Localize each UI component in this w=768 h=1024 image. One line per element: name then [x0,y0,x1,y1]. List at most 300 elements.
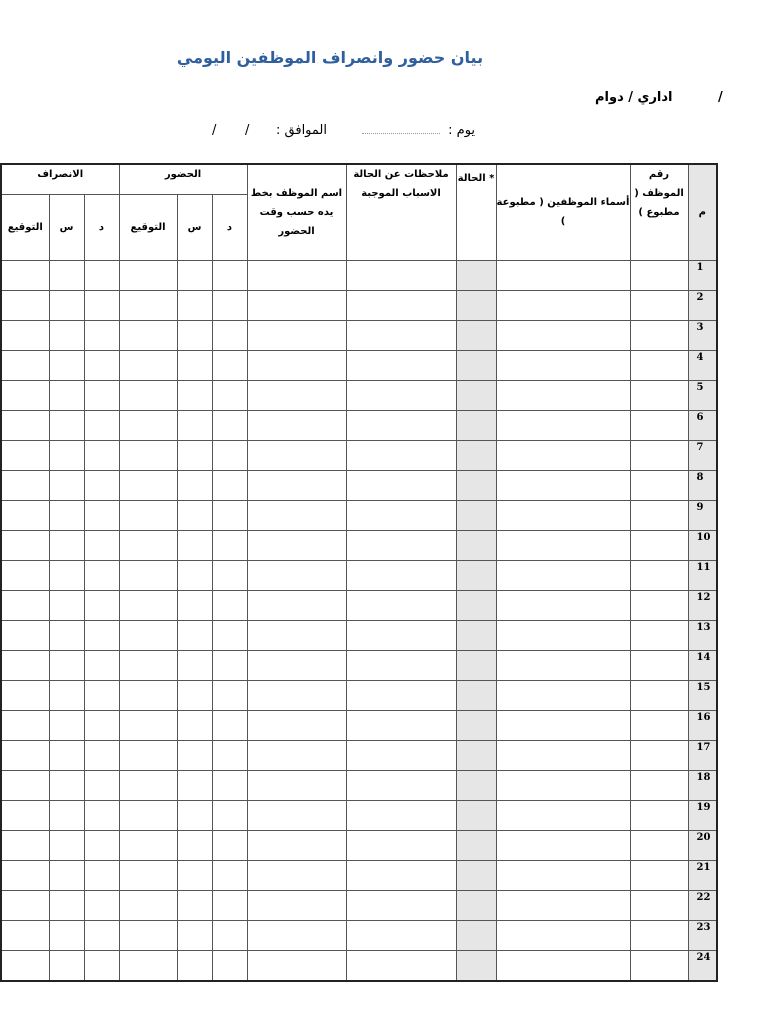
status-cell[interactable] [456,350,496,380]
day-field [358,123,475,138]
notes-cell[interactable] [346,500,456,530]
attendance-minute-cell[interactable] [212,740,247,770]
row-number-cell: 5 [688,380,717,410]
departure-minute-cell[interactable] [84,440,119,470]
attendance-hour-cell[interactable] [177,440,212,470]
status-cell[interactable] [456,620,496,650]
handwritten-name-cell[interactable] [247,680,346,710]
departure-hour-cell[interactable] [49,290,84,320]
employee-id-cell[interactable] [630,440,688,470]
departure-hour-cell[interactable] [49,860,84,890]
departure-minute-cell[interactable] [84,380,119,410]
departure-hour-cell[interactable] [49,770,84,800]
employee-id-cell[interactable] [630,920,688,950]
departure-hour-cell[interactable] [49,710,84,740]
departure-minute-cell[interactable] [84,710,119,740]
departure-signature-cell[interactable] [1,350,49,380]
attendance-hour-cell[interactable] [177,380,212,410]
status-cell[interactable] [456,530,496,560]
status-cell[interactable] [456,290,496,320]
status-cell[interactable] [456,710,496,740]
employee-id-cell[interactable] [630,860,688,890]
attendance-hour-cell[interactable] [177,530,212,560]
status-cell[interactable] [456,590,496,620]
attendance-signature-cell[interactable] [119,920,177,950]
departure-signature-cell[interactable] [1,770,49,800]
departure-signature-cell[interactable] [1,860,49,890]
departure-signature-cell[interactable] [1,650,49,680]
departure-signature-cell[interactable] [1,950,49,981]
employee-id-cell[interactable] [630,890,688,920]
attendance-signature-cell[interactable] [119,710,177,740]
day-dotted-line [362,123,440,134]
attendance-hour-cell[interactable] [177,560,212,590]
departure-signature-cell[interactable] [1,680,49,710]
departure-minute-cell[interactable] [84,890,119,920]
attendance-minute-cell[interactable] [212,500,247,530]
departure-minute-cell[interactable] [84,590,119,620]
departure-minute-cell[interactable] [84,950,119,981]
dept-label: اداري / دوام [595,90,673,105]
handwritten-name-cell[interactable] [247,650,346,680]
employee-id-cell[interactable] [630,320,688,350]
employee-id-cell[interactable] [630,350,688,380]
employee-name-cell[interactable] [496,650,630,680]
employee-name-cell[interactable] [496,440,630,470]
attendance-hour-cell[interactable] [177,680,212,710]
departure-minute-cell[interactable] [84,560,119,590]
attendance-signature-cell[interactable] [119,830,177,860]
departure-minute-cell[interactable] [84,350,119,380]
employee-id-cell[interactable] [630,650,688,680]
employee-name-cell[interactable] [496,830,630,860]
attendance-minute-cell[interactable] [212,590,247,620]
row-number-cell: 12 [688,590,717,620]
employee-name-cell[interactable] [496,320,630,350]
notes-cell[interactable] [346,740,456,770]
employee-id-cell[interactable] [630,800,688,830]
attendance-hour-cell[interactable] [177,770,212,800]
row-number-cell: 13 [688,620,717,650]
attendance-signature-cell[interactable] [119,530,177,560]
attendance-hour-cell[interactable] [177,320,212,350]
departure-minute-cell[interactable] [84,320,119,350]
notes-cell[interactable] [346,350,456,380]
handwritten-name-cell[interactable] [247,470,346,500]
employee-id-cell[interactable] [630,590,688,620]
attendance-signature-cell[interactable] [119,440,177,470]
attendance-minute-cell[interactable] [212,800,247,830]
departure-signature-cell[interactable] [1,920,49,950]
departure-minute-cell[interactable] [84,800,119,830]
handwritten-name-cell[interactable] [247,890,346,920]
employee-id-cell[interactable] [630,380,688,410]
attendance-signature-cell[interactable] [119,650,177,680]
departure-hour-cell[interactable] [49,680,84,710]
employee-name-cell[interactable] [496,740,630,770]
attendance-signature-cell[interactable] [119,560,177,590]
departure-hour-cell[interactable] [49,590,84,620]
employee-id-header: رقم الموظف ( مطبوع ) [630,164,688,260]
attendance-minute-cell[interactable] [212,860,247,890]
departure-hour-cell[interactable] [49,800,84,830]
employee-name-cell[interactable] [496,710,630,740]
attendance-minute-cell[interactable] [212,440,247,470]
status-cell[interactable] [456,680,496,710]
row-number-cell: 2 [688,290,717,320]
attendance-signature-cell[interactable] [119,800,177,830]
row-number-cell: 18 [688,770,717,800]
notes-cell[interactable] [346,440,456,470]
notes-cell[interactable] [346,470,456,500]
status-cell[interactable] [456,260,496,290]
departure-signature-cell[interactable] [1,740,49,770]
table-row [1,380,717,410]
attendance-minute-cell[interactable] [212,530,247,560]
attendance-signature-cell[interactable] [119,590,177,620]
handwritten-name-cell[interactable] [247,920,346,950]
departure-signature-cell[interactable] [1,530,49,560]
dept-slash: / [718,90,723,105]
notes-cell[interactable] [346,770,456,800]
row-number-cell: 11 [688,560,717,590]
table-row [1,860,717,890]
row-number-cell: 14 [688,650,717,680]
departure-hour-cell[interactable] [49,650,84,680]
attendance-signature-cell[interactable] [119,290,177,320]
departure-hour-cell[interactable] [49,560,84,590]
departure-hour-cell[interactable] [49,500,84,530]
attendance-minute-cell[interactable] [212,470,247,500]
handwritten-name-cell[interactable] [247,320,346,350]
departure-minute-cell[interactable] [84,770,119,800]
notes-cell[interactable] [346,260,456,290]
employee-id-cell[interactable] [630,260,688,290]
table-row [1,950,717,981]
handwritten-name-cell[interactable] [247,500,346,530]
notes-cell[interactable] [346,590,456,620]
attendance-minute-cell[interactable] [212,920,247,950]
attendance-signature-cell[interactable] [119,740,177,770]
row-number-cell: 1 [688,260,717,290]
attendance-signature-cell[interactable] [119,860,177,890]
attendance-signature-cell[interactable] [119,260,177,290]
departure-hour-cell[interactable] [49,260,84,290]
attendance-minute-cell[interactable] [212,710,247,740]
departure-hour-cell[interactable] [49,470,84,500]
departure-hour-cell[interactable] [49,410,84,440]
attendance-minute-cell[interactable] [212,890,247,920]
date-separator-1: / [245,123,250,138]
attendance-minute-cell[interactable] [212,680,247,710]
attendance-signature-cell[interactable] [119,890,177,920]
status-cell[interactable] [456,800,496,830]
notes-cell[interactable] [346,830,456,860]
handwritten-name-cell[interactable] [247,800,346,830]
employee-name-cell[interactable] [496,620,630,650]
status-header: الحالة * [456,164,496,260]
employee-id-cell[interactable] [630,740,688,770]
departure-hour-cell[interactable] [49,530,84,560]
employee-name-cell[interactable] [496,560,630,590]
table-row [1,890,717,920]
attendance-signature-cell[interactable] [119,620,177,650]
departure-minute-cell[interactable] [84,500,119,530]
attendance-hour-cell[interactable] [177,290,212,320]
departure-signature-cell[interactable] [1,470,49,500]
departure-signature-cell[interactable] [1,560,49,590]
row-number-cell: 6 [688,410,717,440]
status-cell[interactable] [456,500,496,530]
attendance-signature-cell[interactable] [119,410,177,440]
handwritten-name-cell[interactable] [247,530,346,560]
attendance-hour-cell[interactable] [177,830,212,860]
status-cell[interactable] [456,380,496,410]
attendance-minute-cell[interactable] [212,320,247,350]
status-cell[interactable] [456,830,496,860]
attendance-hour-cell[interactable] [177,350,212,380]
status-cell[interactable] [456,410,496,440]
handwritten-name-cell[interactable] [247,260,346,290]
handwritten-name-cell[interactable] [247,590,346,620]
employee-name-cell[interactable] [496,770,630,800]
table-row [1,680,717,710]
departure-hour-cell[interactable] [49,350,84,380]
attendance-table [0,163,718,982]
departure-signature-cell[interactable] [1,440,49,470]
employee-name-cell[interactable] [496,290,630,320]
status-cell[interactable] [456,950,496,981]
departure-minute-cell[interactable] [84,740,119,770]
notes-cell[interactable] [346,530,456,560]
employee-id-cell[interactable] [630,410,688,440]
attendance-minute-cell[interactable] [212,650,247,680]
attendance-hour-cell[interactable] [177,950,212,981]
handwritten-name-cell[interactable] [247,350,346,380]
attendance-minute-cell[interactable] [212,950,247,981]
departure-minute-cell[interactable] [84,860,119,890]
employee-id-cell[interactable] [630,950,688,981]
departure-signature-cell[interactable] [1,800,49,830]
status-cell[interactable] [456,320,496,350]
table-row [1,770,717,800]
notes-cell[interactable] [346,380,456,410]
date-separator-2: / [212,123,217,138]
handwritten-name-cell[interactable] [247,770,346,800]
attendance-minute-cell[interactable] [212,620,247,650]
departure-signature-cell[interactable] [1,890,49,920]
attendance-signature-cell[interactable] [119,350,177,380]
attendance-hour-cell[interactable] [177,650,212,680]
employee-name-cell[interactable] [496,590,630,620]
status-cell[interactable] [456,920,496,950]
employee-name-cell[interactable] [496,920,630,950]
status-cell[interactable] [456,470,496,500]
employee-names-header: أسماء الموظفين ( مطبوعة ) [496,164,630,260]
attendance-signature-cell[interactable] [119,680,177,710]
notes-cell[interactable] [346,650,456,680]
departure-hour-cell[interactable] [49,380,84,410]
employee-name-cell[interactable] [496,260,630,290]
handwritten-name-cell[interactable] [247,620,346,650]
attendance-hour-cell[interactable] [177,620,212,650]
departure-minute-cell[interactable] [84,650,119,680]
notes-cell[interactable] [346,290,456,320]
handwritten-name-cell[interactable] [247,710,346,740]
attendance-hour-cell[interactable] [177,800,212,830]
departure-hour-cell[interactable] [49,890,84,920]
handwritten-name-cell[interactable] [247,560,346,590]
departure-minute-cell[interactable] [84,830,119,860]
employee-name-cell[interactable] [496,500,630,530]
departure-minute-cell[interactable] [84,410,119,440]
employee-name-cell[interactable] [496,530,630,560]
attendance-signature-cell[interactable] [119,380,177,410]
handwritten-name-cell[interactable] [247,290,346,320]
attendance-minute-cell[interactable] [212,260,247,290]
notes-cell[interactable] [346,890,456,920]
notes-cell[interactable] [346,320,456,350]
employee-name-cell[interactable] [496,950,630,981]
departure-minute-cell[interactable] [84,290,119,320]
status-cell[interactable] [456,770,496,800]
departure-hour-cell[interactable] [49,620,84,650]
attendance-hour-cell[interactable] [177,860,212,890]
attendance-hour-cell[interactable] [177,890,212,920]
handwritten-name-cell[interactable] [247,830,346,860]
employee-name-cell[interactable] [496,410,630,440]
notes-cell[interactable] [346,710,456,740]
departure-hour-cell[interactable] [49,320,84,350]
employee-id-cell[interactable] [630,500,688,530]
notes-cell[interactable] [346,410,456,440]
handwritten-name-cell[interactable] [247,950,346,981]
status-cell[interactable] [456,440,496,470]
employee-id-cell[interactable] [630,620,688,650]
handwritten-name-cell[interactable] [247,860,346,890]
departure-hour-cell[interactable] [49,740,84,770]
departure-signature-cell[interactable] [1,830,49,860]
status-cell[interactable] [456,560,496,590]
handwritten-name-cell[interactable] [247,440,346,470]
notes-cell[interactable] [346,860,456,890]
row-number-cell: 10 [688,530,717,560]
departure-minute-cell[interactable] [84,470,119,500]
row-number-cell: 22 [688,890,717,920]
departure-signature-cell[interactable] [1,620,49,650]
attendance-minute-cell[interactable] [212,560,247,590]
departure-signature-cell[interactable] [1,710,49,740]
departure-hour-cell[interactable] [49,920,84,950]
table-row [1,440,717,470]
handwritten-name-cell[interactable] [247,410,346,440]
employee-name-cell[interactable] [496,380,630,410]
attendance-hour-cell[interactable] [177,740,212,770]
departure-signature-cell[interactable] [1,260,49,290]
attendance-minute-cell[interactable] [212,290,247,320]
departure-hour-cell[interactable] [49,830,84,860]
departure-minute-cell[interactable] [84,680,119,710]
employee-name-cell[interactable] [496,470,630,500]
notes-cell[interactable] [346,800,456,830]
departure-minute-cell[interactable] [84,260,119,290]
employee-id-cell[interactable] [630,470,688,500]
attendance-signature-cell[interactable] [119,950,177,981]
employee-id-cell[interactable] [630,710,688,740]
attendance-hour-cell[interactable] [177,470,212,500]
table-row [1,620,717,650]
attendance-hour-cell[interactable] [177,500,212,530]
attendance-minute-cell[interactable] [212,350,247,380]
employee-name-cell[interactable] [496,800,630,830]
notes-cell[interactable] [346,950,456,981]
attendance-hour-cell[interactable] [177,920,212,950]
departure-hour-cell[interactable] [49,440,84,470]
attendance-signature-cell[interactable] [119,320,177,350]
attendance-signature-cell[interactable] [119,770,177,800]
handwritten-name-cell[interactable] [247,740,346,770]
departure-signature-cell[interactable] [1,290,49,320]
status-cell[interactable] [456,860,496,890]
attendance-minute-cell[interactable] [212,380,247,410]
departure-signature-cell[interactable] [1,380,49,410]
table-row [1,260,717,290]
employee-id-cell[interactable] [630,830,688,860]
row-number-cell: 20 [688,830,717,860]
employee-name-cell[interactable] [496,860,630,890]
departure-minute-cell[interactable] [84,620,119,650]
employee-name-cell[interactable] [496,890,630,920]
notes-cell[interactable] [346,680,456,710]
employee-id-cell[interactable] [630,560,688,590]
attendance-signature-cell[interactable] [119,500,177,530]
status-cell[interactable] [456,650,496,680]
departure-signature-cell[interactable] [1,320,49,350]
attendance-minute-cell[interactable] [212,770,247,800]
attendance-hour-cell[interactable] [177,710,212,740]
page-title: بيان حضور وانصراف الموظفين اليومي [176,48,484,67]
notes-cell[interactable] [346,620,456,650]
status-cell[interactable] [456,740,496,770]
status-cell[interactable] [456,890,496,920]
attendance-hour-cell[interactable] [177,590,212,620]
employee-id-cell[interactable] [630,680,688,710]
employee-name-cell[interactable] [496,680,630,710]
departure-hour-cell[interactable] [49,950,84,981]
attendance-minute-cell[interactable] [212,830,247,860]
table-row [1,350,717,380]
attendance-hour-cell[interactable] [177,260,212,290]
table-row [1,800,717,830]
notes-cell[interactable] [346,560,456,590]
departure-signature-cell[interactable] [1,590,49,620]
employee-id-cell[interactable] [630,530,688,560]
row-number-cell: 21 [688,860,717,890]
attendance-minute-cell[interactable] [212,410,247,440]
departure-minute-cell[interactable] [84,920,119,950]
notes-cell[interactable] [346,920,456,950]
employee-id-cell[interactable] [630,290,688,320]
employee-name-cell[interactable] [496,350,630,380]
departure-signature-cell[interactable] [1,410,49,440]
handwritten-name-cell[interactable] [247,380,346,410]
employee-id-cell[interactable] [630,770,688,800]
departure-signature-cell[interactable] [1,500,49,530]
attendance-signature-cell[interactable] [119,470,177,500]
attendance-hour-cell[interactable] [177,410,212,440]
departure-signature-header: التوقيع [1,194,49,260]
departure-minute-cell[interactable] [84,530,119,560]
